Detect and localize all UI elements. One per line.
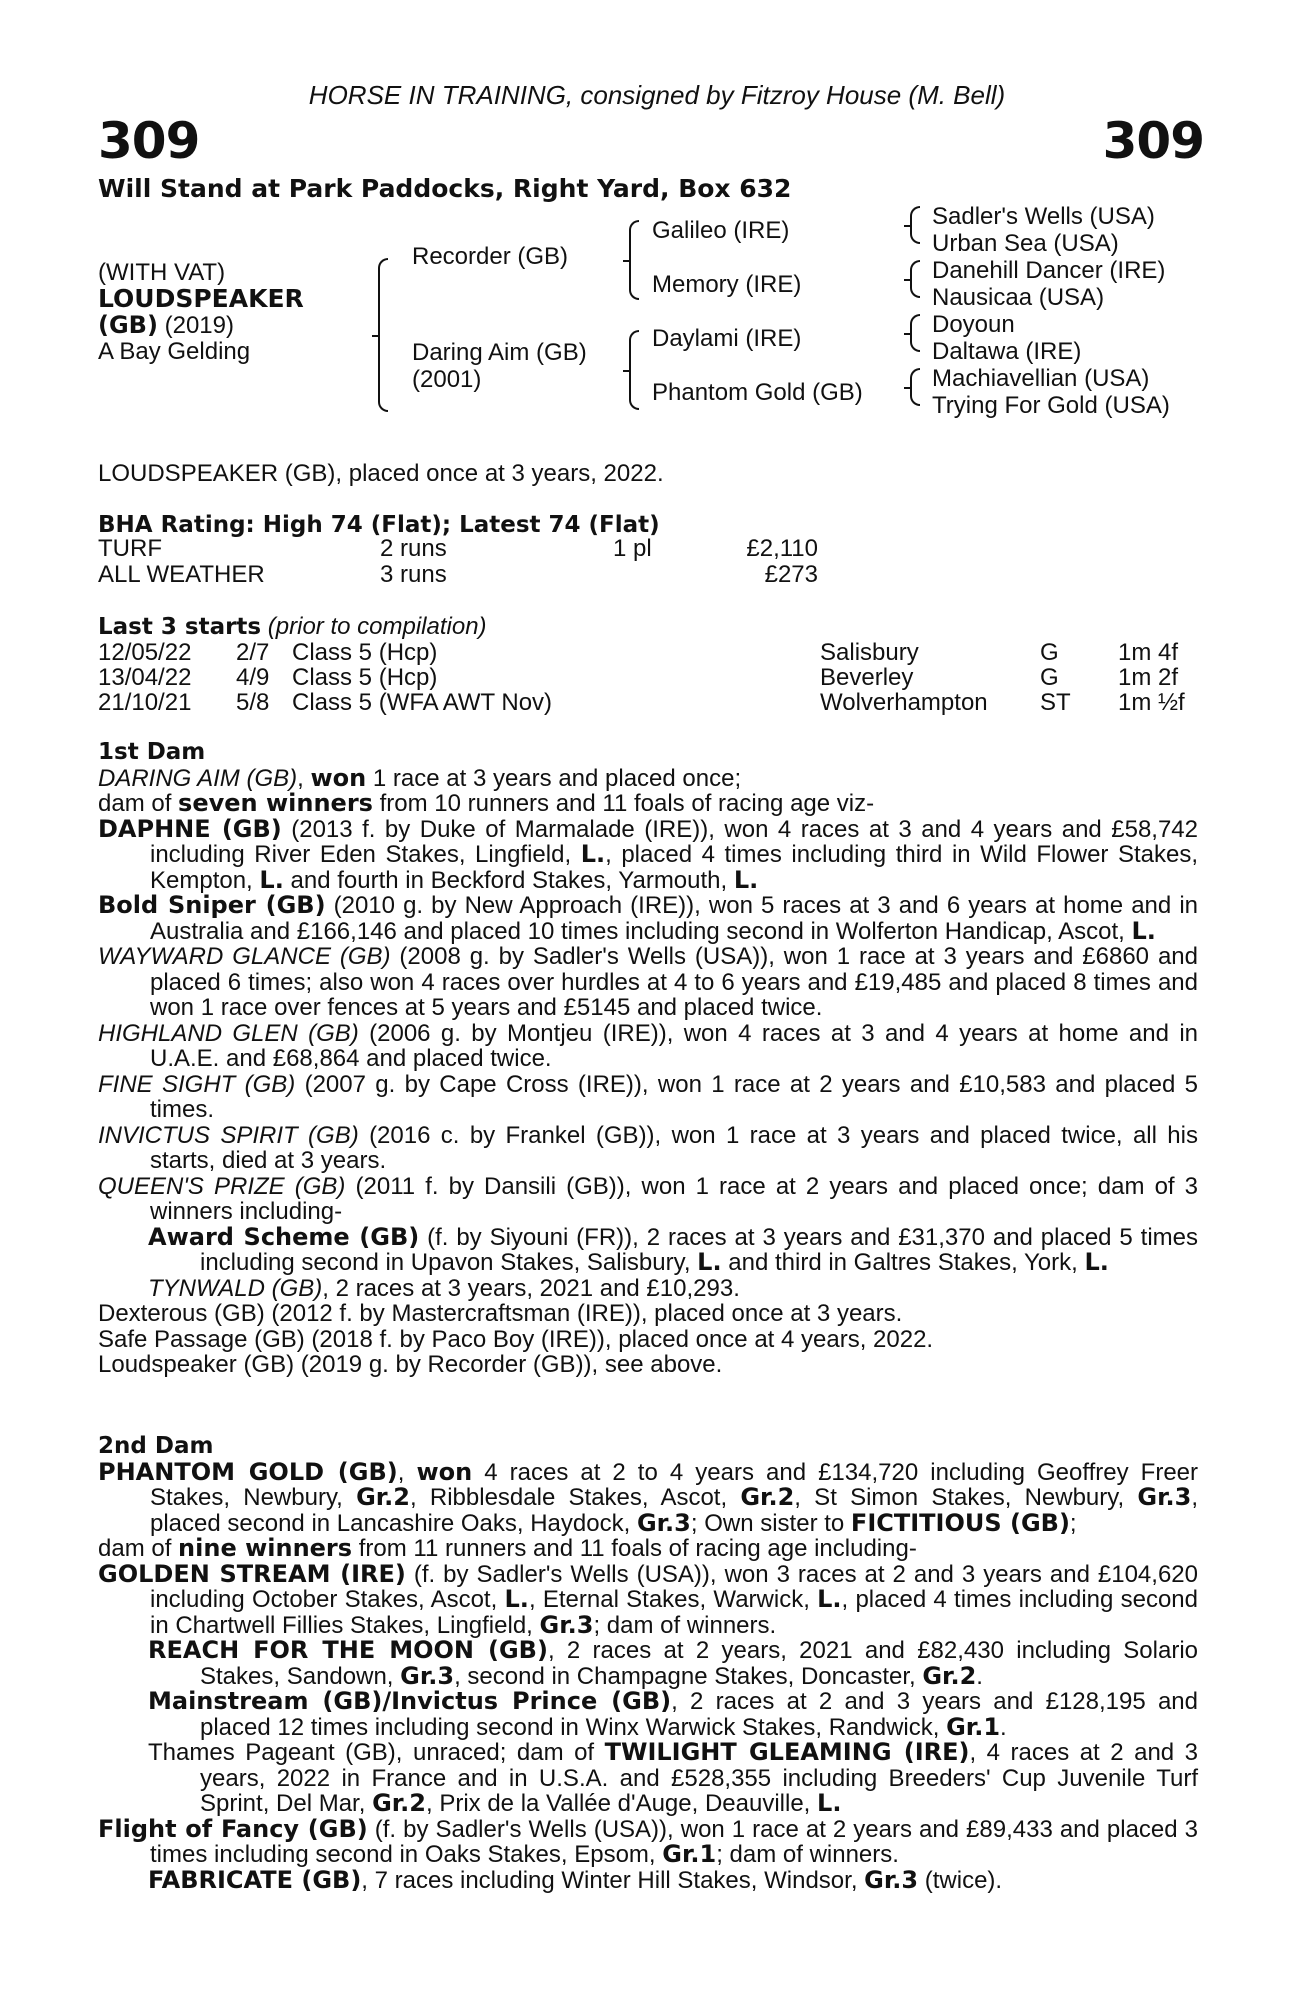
rating-row-prize: £273 bbox=[764, 561, 818, 588]
produce-entry-safe-passage: Safe Passage (GB) (2018 f. by Paco Boy (IRE)), placed once at 4 years, 2022. bbox=[98, 1325, 934, 1353]
pedigree-brace-3 bbox=[629, 330, 639, 410]
produce-entry-flight-of-fancy: Flight of Fancy (GB) (f. by Sadler's Wells (USA)), won 1 race at 2 years and £89,433 and placed 3 times including second in Oaks Stakes, Epsom, Gr.1; dam of winners. bbox=[98, 1814, 1198, 1868]
rating-row-surface: TURF bbox=[98, 535, 162, 562]
start-going: G bbox=[1040, 664, 1059, 691]
start-distance: 1m ½f bbox=[1118, 689, 1185, 716]
rating-row-placed: 1 pl bbox=[613, 535, 652, 562]
pedigree-ggs-5: Doyoun bbox=[932, 311, 1015, 338]
produce-entry-invictus-spirit: INVICTUS SPIRIT (GB) (2016 c. by Frankel (GB)), won 1 race at 3 years and placed twice, all his starts, died at 3 years. bbox=[98, 1121, 1198, 1174]
produce-entry-bold-sniper: Bold Sniper (GB) (2010 g. by New Approach (IRE)), won 5 races at 3 and 6 years at home and in Australia and £166,146 and placed 10 times including second in Wolferton Handicap, Ascot, L. bbox=[98, 891, 1199, 945]
start-race: Class 5 (Hcp) bbox=[292, 639, 438, 666]
start-position: 4/9 bbox=[236, 664, 270, 691]
start-race: Class 5 (Hcp) bbox=[292, 664, 438, 691]
produce-entry-mainstream: Mainstream (GB)/Invictus Prince (GB), 2 races at 2 and 3 years and £128,195 and placed 12 times including second in Winx Warwick Stakes, Randwick, Gr.1. bbox=[148, 1687, 1199, 1741]
produce-entry-award-scheme: Award Scheme (GB) (f. by Siyouni (FR)), 2 races at 3 years and £31,370 and placed 5 times including second in Upavon Stakes, Salisbury, L. and third in Galtres Stakes, York, L. bbox=[148, 1222, 1198, 1276]
start-race: Class 5 (WFA AWT Nov) bbox=[292, 689, 553, 716]
lot-number-left: 309 bbox=[98, 112, 200, 170]
start-position: 2/7 bbox=[236, 639, 270, 666]
rating-row-prize: £2,110 bbox=[746, 535, 818, 562]
start-course: Beverley bbox=[820, 664, 914, 691]
start-distance: 1m 4f bbox=[1118, 639, 1179, 666]
pedigree-sire-sire: Galileo (IRE) bbox=[652, 217, 790, 244]
pedigree-dam-dam: Phantom Gold (GB) bbox=[652, 379, 863, 406]
horse-year: (2019) bbox=[164, 312, 234, 339]
pedigree-ggs-8: Trying For Gold (USA) bbox=[932, 392, 1170, 419]
produce-entry-queens-prize: QUEEN'S PRIZE (GB) (2011 f. by Dansili (GB)), won 1 race at 2 years and placed once; dam of 3 winners including- bbox=[98, 1172, 1199, 1225]
pedigree-brace-5 bbox=[910, 260, 920, 298]
pedigree-ggs-2: Urban Sea (USA) bbox=[932, 230, 1119, 257]
last-starts-note: (prior to compilation) bbox=[267, 613, 487, 640]
last-starts-title: Last 3 starts bbox=[98, 614, 262, 640]
start-position: 5/8 bbox=[236, 689, 270, 716]
start-going: G bbox=[1040, 639, 1059, 666]
start-course: Salisbury bbox=[820, 639, 919, 666]
pedigree-sire-dam: Memory (IRE) bbox=[652, 271, 802, 298]
pedigree-ggs-3: Danehill Dancer (IRE) bbox=[932, 257, 1166, 284]
pedigree-brace-7 bbox=[910, 368, 920, 406]
start-date: 13/04/22 bbox=[98, 664, 192, 691]
lot-number-right: 309 bbox=[1102, 112, 1204, 170]
horse-description: A Bay Gelding bbox=[98, 338, 251, 365]
second-dam-phantom-gold: PHANTOM GOLD (GB), won 4 races at 2 to 4 years and £134,720 including Geoffrey Freer Stakes, Newbury, Gr.2, Ribblesdale Stakes, Ascot, Gr.2, St Simon Stakes, Newbury, Gr.3, placed second in Lancashire Oaks, Haydock, Gr.3; Own sister to FICTITIOUS (GB); bbox=[98, 1457, 1199, 1537]
second-dam-produce-intro: dam of nine winners from 11 runners and 11 foals of racing age including- bbox=[98, 1534, 917, 1562]
first-dam-section bbox=[98, 740, 1198, 1378]
start-distance: 1m 2f bbox=[1118, 664, 1179, 691]
produce-entry-reach-for-the-moon: REACH FOR THE MOON (GB), 2 races at 2 years, 2021 and £82,430 including Solario Stakes, Sandown, Gr.3, second in Champagne Stakes, Doncaster, Gr.2. bbox=[148, 1636, 1198, 1690]
produce-entry-thames-pageant: Thames Pageant (GB), unraced; dam of TWILIGHT GLEAMING (IRE), 4 races at 2 and 3 years, 2022 in France and in U.S.A. and £528,355 including Breeders' Cup Juvenile Turf Sprint, Del Mar, Gr.2, Prix de la Vallée d'Auge, Deauville, L. bbox=[148, 1738, 1198, 1817]
start-going: ST bbox=[1040, 689, 1071, 716]
horse-origin-year bbox=[98, 312, 234, 339]
produce-entry-loudspeaker: Loudspeaker (GB) (2019 g. by Recorder (GB)), see above. bbox=[98, 1351, 723, 1378]
pedigree-dam: Daring Aim (GB) bbox=[412, 339, 587, 366]
rating-row-runs: 2 runs bbox=[380, 535, 447, 562]
produce-entry-wayward-glance: WAYWARD GLANCE (GB) (2008 g. by Sadler's Wells (USA)), won 1 race at 3 years and £6860 and placed 6 times; also won 4 races over hurdles at 4 to 6 years and £19,485 and placed 8 times and won 1 race over fences at 5 years and £5145 and placed twice. bbox=[98, 943, 1198, 1021]
produce-entry-daphne: DAPHNE (GB) (2013 f. by Duke of Marmalade (IRE)), won 4 races at 3 and 4 years and £58,742 including River Eden Stakes, Lingfield, L., placed 4 times including third in Wild Flower Stakes, Kempton, L. and fourth in Beckford Stakes, Yarmouth, L. bbox=[98, 814, 1199, 894]
pedigree-brace-2 bbox=[629, 220, 639, 300]
first-dam-produce-intro: dam of seven winners from 10 runners and 11 foals of racing age viz- bbox=[98, 789, 875, 817]
pedigree-ggs-4: Nausicaa (USA) bbox=[932, 284, 1105, 311]
first-dam-intro: DARING AIM (GB), won 1 race at 3 years and placed once; bbox=[98, 763, 742, 792]
rating-row-runs: 3 runs bbox=[380, 561, 447, 588]
consignor-header: HORSE IN TRAINING, consigned by Fitzroy House (M. Bell) bbox=[308, 80, 1006, 110]
pedigree-dam-year: (2001) bbox=[412, 366, 482, 393]
start-date: 12/05/22 bbox=[98, 639, 192, 666]
produce-entry-highland-glen: HIGHLAND GLEN (GB) (2006 g. by Montjeu (IRE)), won 4 races at 3 and 4 years at home and in U.A.E. and £68,864 and placed twice. bbox=[98, 1019, 1198, 1072]
second-dam-section bbox=[98, 1434, 1198, 1893]
race-summary: LOUDSPEAKER (GB), placed once at 3 years, 2022. bbox=[98, 460, 664, 487]
horse-origin: (GB) bbox=[98, 311, 158, 339]
rating-row-surface: ALL WEATHER bbox=[98, 561, 265, 588]
produce-entry-fine-sight: FINE SIGHT (GB) (2007 g. by Cape Cross (IRE)), won 1 race at 2 years and £10,583 and placed 5 times. bbox=[98, 1070, 1198, 1123]
stand-location: Will Stand at Park Paddocks, Right Yard, Box 632 bbox=[98, 174, 792, 203]
pedigree-dam-sire: Daylami (IRE) bbox=[652, 325, 802, 352]
horse-name: LOUDSPEAKER bbox=[98, 284, 304, 313]
produce-entry-golden-stream: GOLDEN STREAM (IRE) (f. by Sadler's Wells (USA)), won 3 races at 2 and 3 years and £104,620 including October Stakes, Ascot, L., Eternal Stakes, Warwick, L., placed 4 times including second in Chartwell Fillies Stakes, Lingfield, Gr.3; dam of winners. bbox=[98, 1559, 1198, 1639]
pedigree-brace-6 bbox=[910, 314, 920, 352]
produce-entry-fabricate: FABRICATE (GB), 7 races including Winter Hill Stakes, Windsor, Gr.3 (twice). bbox=[148, 1865, 1003, 1894]
pedigree-ggs-1: Sadler's Wells (USA) bbox=[932, 203, 1155, 230]
pedigree-brace-4 bbox=[910, 206, 920, 244]
pedigree-sire: Recorder (GB) bbox=[412, 243, 569, 270]
pedigree-ggs-6: Daltawa (IRE) bbox=[932, 338, 1082, 365]
second-dam-title: 2nd Dam bbox=[98, 1433, 214, 1459]
start-date: 21/10/21 bbox=[98, 689, 192, 716]
pedigree-brace-1 bbox=[378, 258, 388, 412]
pedigree-ggs-7: Machiavellian (USA) bbox=[932, 365, 1150, 392]
vat-note: (WITH VAT) bbox=[98, 259, 226, 286]
produce-entry-tynwald: TYNWALD (GB), 2 races at 3 years, 2021 and £10,293. bbox=[148, 1274, 740, 1302]
last-starts-heading bbox=[98, 614, 487, 640]
bha-rating-title: BHA Rating: High 74 (Flat); Latest 74 (Flat) bbox=[98, 512, 660, 538]
first-dam-title: 1st Dam bbox=[98, 739, 206, 765]
produce-entry-dexterous: Dexterous (GB) (2012 f. by Mastercraftsman (IRE)), placed once at 3 years. bbox=[98, 1300, 903, 1327]
start-course: Wolverhampton bbox=[820, 689, 988, 716]
